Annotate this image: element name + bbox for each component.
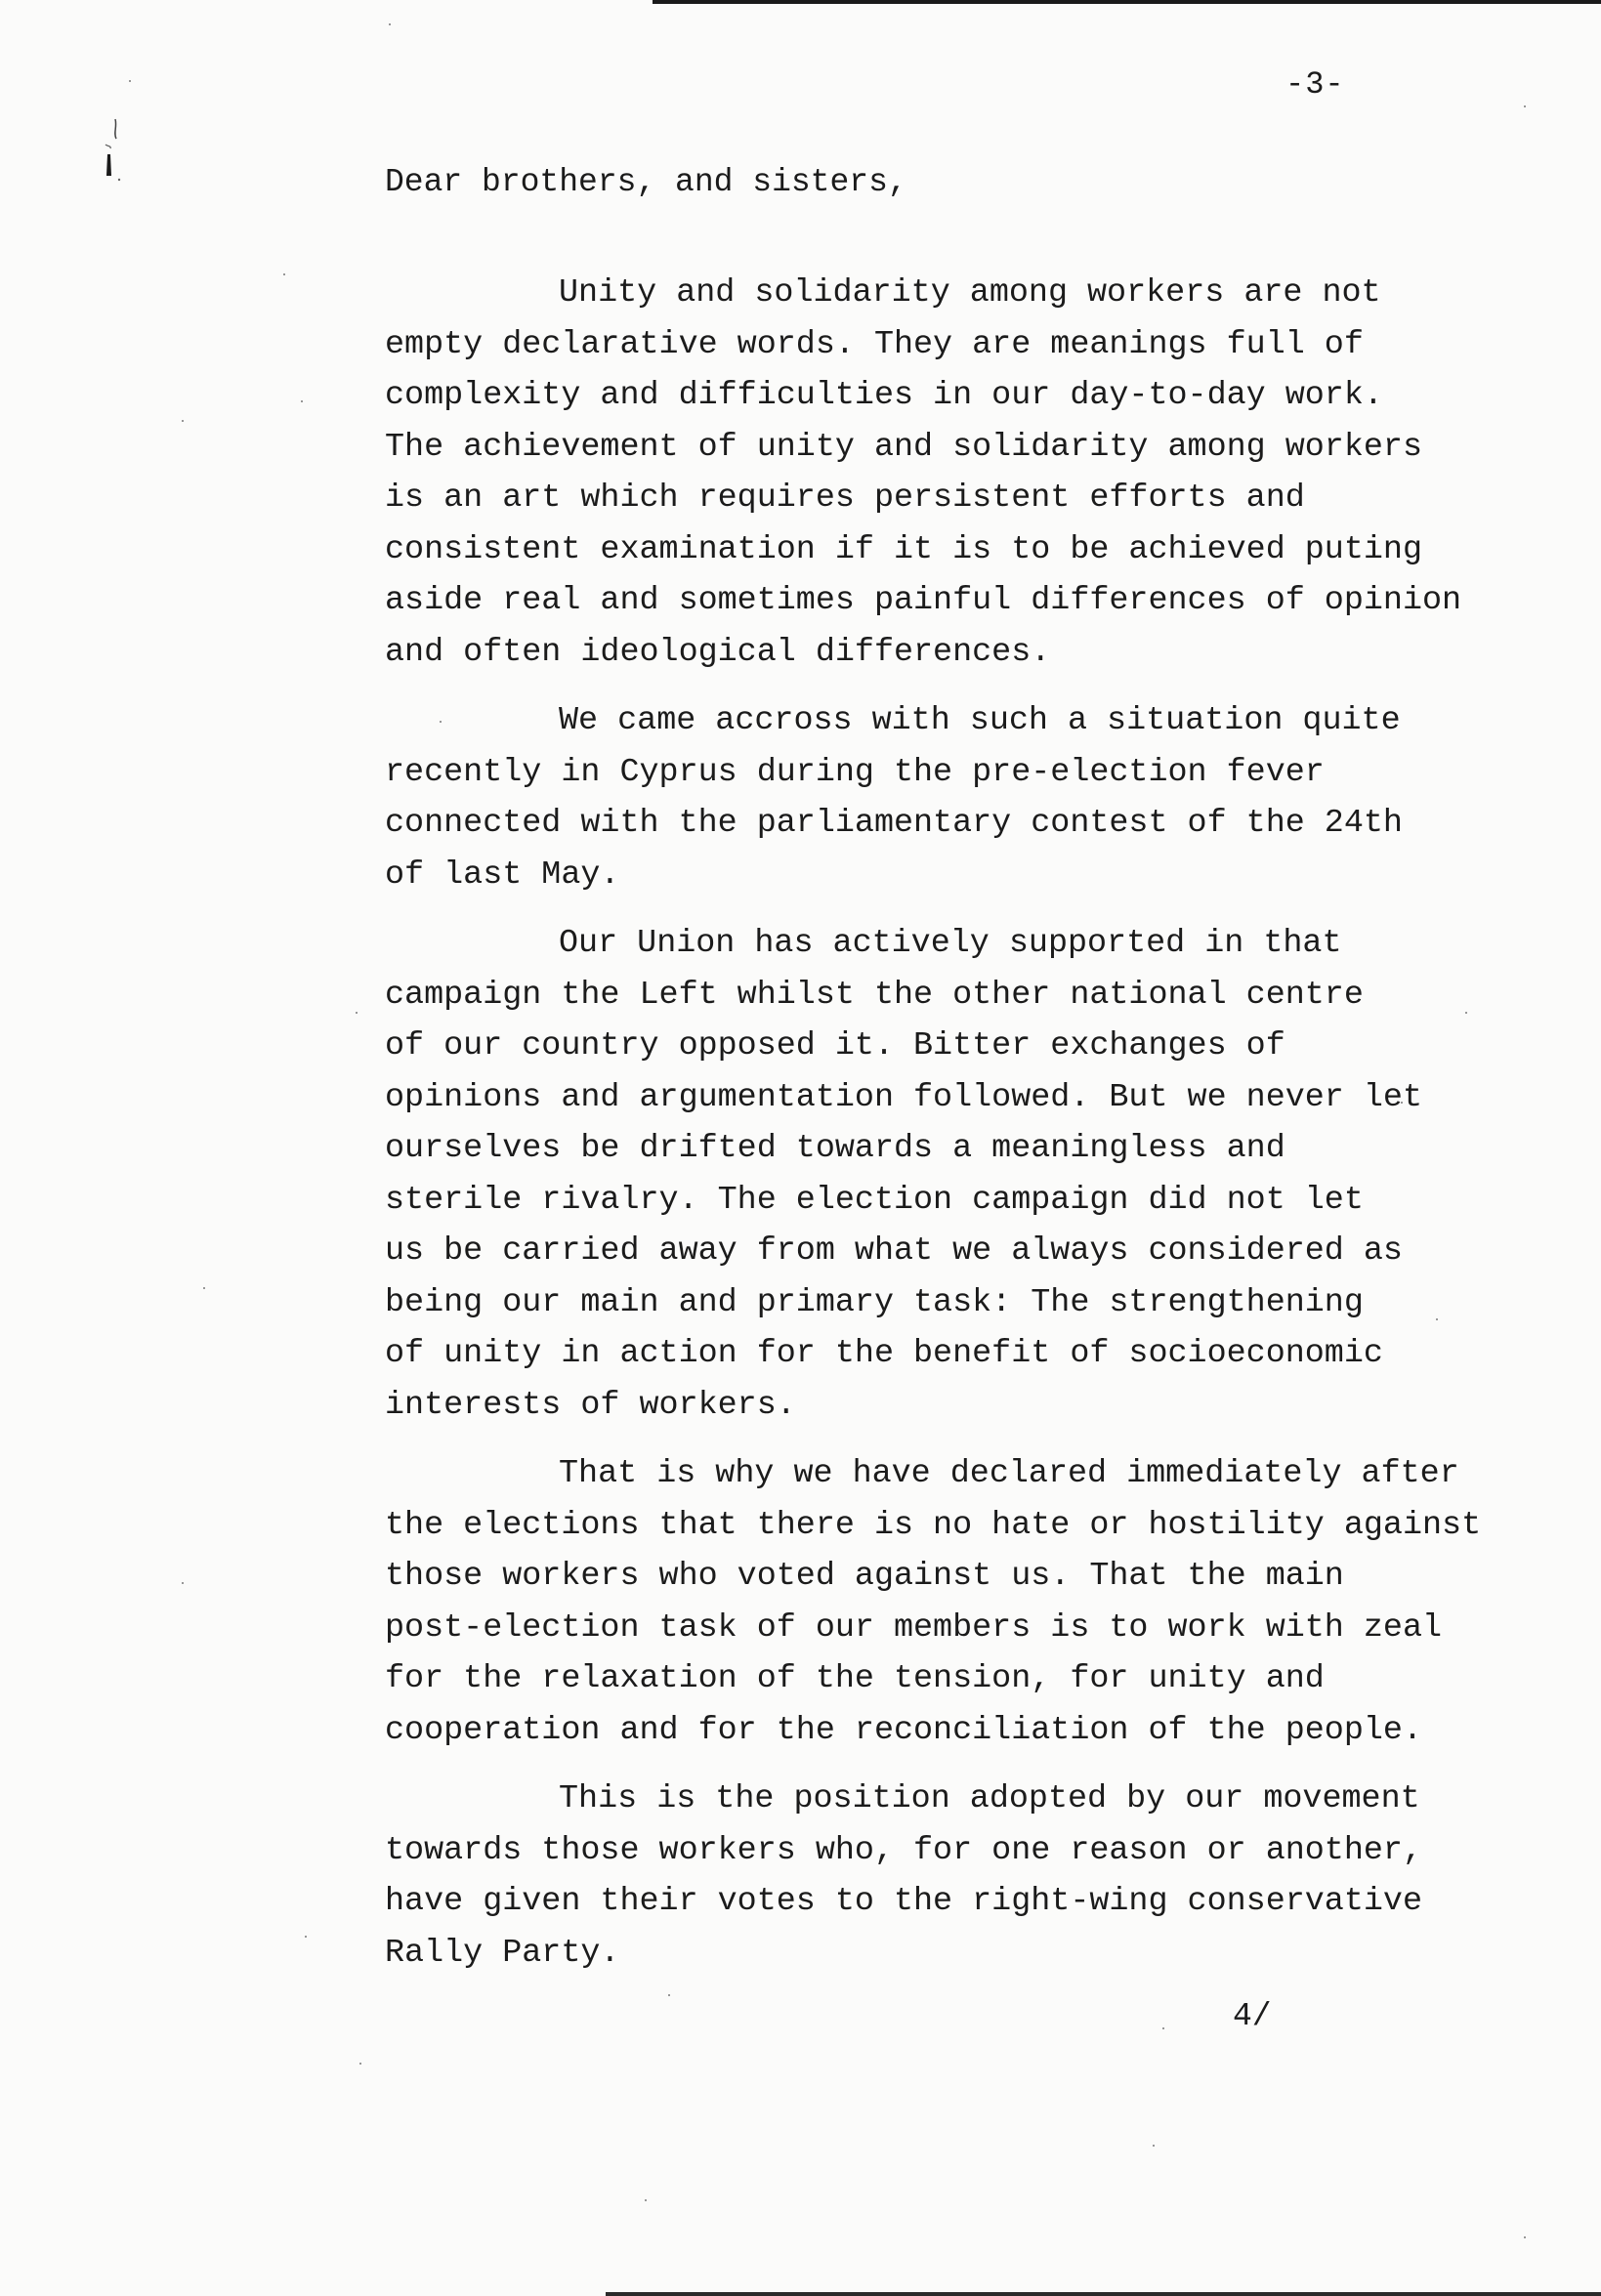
letter-body — [385, 268, 1508, 1996]
scan-speck — [283, 273, 285, 275]
scan-speck — [182, 1582, 184, 1584]
scan-speck — [182, 420, 184, 422]
scan-speck — [1524, 105, 1526, 107]
scan-bottom-edge — [606, 2292, 1601, 2296]
scan-speck — [1162, 2027, 1164, 2029]
scan-speck — [301, 400, 303, 402]
scan-speck — [389, 23, 391, 25]
scan-speck — [359, 2063, 361, 2065]
scan-speck — [1524, 2236, 1526, 2238]
paragraph-cyprus-elections: We came accross with such a situation quite recently in Cyprus during the pre-election fever connected with the parliamentary contest of the 24th of last May. — [385, 702, 1403, 894]
margin-ink-mark — [94, 115, 127, 186]
salutation: Dear brothers, and sisters, — [385, 164, 907, 200]
paragraph-unity-solidarity: Unity and solidarity among workers are not empty declarative words. They are meanings full of complexity and difficulties in our day-to-day work. The achievement of unity and solidarity among workers is an art which requires persistent efforts and consistent examination if it is to be achieved puting aside real and sometimes painful differences of opinion and often ideological differences. — [385, 274, 1462, 671]
scan-top-edge — [653, 0, 1601, 4]
paragraph-movement-position: This is the position adopted by our movement towards those workers who, for one reason or another, have given their votes to the right-wing conservative Rally Party. — [385, 1780, 1422, 1972]
next-page-marker: 4/ — [1233, 1998, 1272, 2034]
scan-speck — [1153, 2145, 1155, 2147]
scan-speck — [645, 2199, 647, 2201]
scan-speck — [305, 1936, 307, 1938]
paragraph-post-election: That is why we have declared immediately after the elections that there is no hate or hostility against those workers who voted against us. That the main post-election task of our members is to work with zeal for the relaxation of the tension, for unity and cooperation and for the reconciliation of the people. — [385, 1455, 1482, 1749]
page-number: -3- — [1285, 66, 1345, 103]
scan-speck — [203, 1287, 205, 1289]
scan-speck — [356, 1012, 358, 1014]
paragraph-union-campaign: Our Union has actively supported in that campaign the Left whilst the other national centre of our country opposed it. Bitter exchanges of opinions and argumentation followed. But we never let ourselves be drifted towards a meaningless and sterile rivalry. The election campaign did not let us be carried away from what we always considered as being our main and primary task: The strengthening of unity in action for the benefit of socioeconomic interests of workers. — [385, 925, 1422, 1424]
scan-speck — [129, 80, 131, 82]
